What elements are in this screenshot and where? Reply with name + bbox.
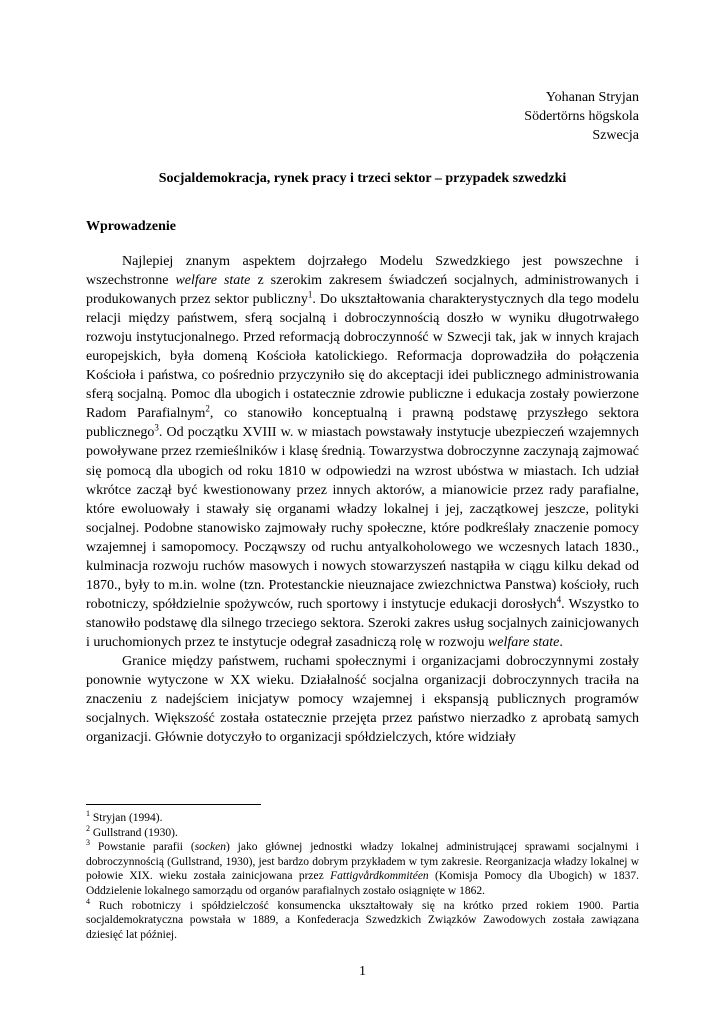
term-welfare-state: welfare state [175, 273, 251, 289]
term-welfare-state: welfare state [487, 634, 560, 650]
page-number: 1 [359, 964, 366, 979]
footnote-separator [86, 804, 261, 805]
document-title: Socjaldemokracja, rynek pracy i trzeci sektor – przypadek szwedzki [158, 171, 567, 186]
footnote-3: $^3$ Powstanie parafii (socken) jako głównej jednostki władzy lokalnej administrującej sprawami socjalnymi i dobroczynnością (Gullstrand, 1930), jest bardzo dobrym przykładem w tym zakresie. Reorganizacja władzy lokalnej w połowie XIX. wieku została zainicjowana przez Fattigvårdkommitéen (Komisja Pomocy dla Ubogich) w 1837. Oddzielenie lokalnego samorządu od organów parafialnych zostało osiągnięte w 1862. [86, 838, 640, 897]
body-text [86, 252, 639, 747]
footnotes [86, 811, 639, 942]
footnote-2: $^2$ Gullstrand (1930). [86, 823, 178, 839]
paragraph-2: Granice między państwem, ruchami społecznymi i organizacjami dobroczynnymi zostały ponownie wytyczone w XX wieku. Działalność socjalna organizacji dobroczynnych traciła na znaczeniu z nadejściem inicjatyw pomocy wzajemnej i ekspansją publicznych programów socjalnych. Większość została ostatecznie przejęta przez państwo nierzadko z aprobatą samych organizacji. Głównie dotyczyło to organizacji spółdzielczych, które widziały [86, 653, 639, 746]
footnote-ref-2[interactable]: 2 [205, 403, 210, 414]
footnote-ref-3[interactable]: 3 [154, 422, 159, 433]
author-institution: Södertörns högskola [524, 109, 639, 124]
footnote-4: $^4$ Ruch robotniczy i spółdzielczość konsumencka ukształtowały się na krótko przed rokiem 1900. Partia socjaldemokratyczna powstała w 1889, a Konfederacja Szwedzkich Związków Zawodowych została zawiązana dziesięć lat później. [86, 896, 639, 941]
footnote-1: $^1$ Stryjan (1994). [86, 809, 163, 824]
section-heading: Wprowadzenie [86, 219, 176, 234]
author-name: Yohanan Stryjan [545, 90, 639, 105]
author-country: Szwecja [592, 128, 639, 143]
footnote-ref-1[interactable]: 1 [307, 289, 313, 300]
author-block [524, 88, 639, 145]
footnote-ref-4[interactable]: 4 [556, 594, 562, 605]
paragraph-1: Najlepiej znanym aspektem dojrzałego Modelu Szwedzkiego jest powszechne i wszechstronne welfare state z szerokim zakresem świadczeń socjalnych, administrowanych i produkowanych przez sektor publiczny$^1$. Do ukształtowania charakterystycznych dla tego modelu relacji między państwem, sferą socjalną i dobroczynnością doszło w wyniku długotrwałego rozwoju instytucjonalnego. Przed reformacją dobroczynność w Szwecji tak, jak w innych krajach europejskich, była domeną Kościoła katolickiego. Reformacja doprowadziła do połączenia Kościoła i państwa, co pośrednio przyczyniło się do akceptacji idei publicznego administrowania sferą socjalną. Pomoc dla ubogich i ostatecznie zdrowie publiczne i edukacja zostały powierzone Radom Parafialnym$^2$, co stanowiło konceptualną i prawną podstawę przyszłego sektora publicznego$^3$. Od początku XVIII w. w miastach powstawały instytucje ubezpieczeń wzajemnych powoływane przez rzemieślników i klasę średnią. Towarzystwa dobroczynne zaczynają zajmować się pomocą dla ubogich od roku 1810 w odpowiedzi na wzrost ubóstwa w miastach. Ich udział wkrótce zaczął być kwestionowany przez innych aktorów, a mianowicie przez rady parafialne, które ewoluowały i stawały się organami władzy lokalnej i jej, zaczątkowej jeszcze, polityki socjalnej. Podobne stanowisko zajmowały ruchy społeczne, które podkreślały znaczenie pomocy wzajemnej i samopomocy. Począwszy od ruchu antyalkoholowego we wczesnych latach 1830., kulminacja rozwoju ruchów masowych i nowych stowarzyszeń nastąpiła w ciągu kilku dekad od 1870., były to m.in. wolne (tzn. Protestanckie nieuznajace zwiezchnictwa Panstwa) kościoły, ruch robotniczy, spółdzielnie spożywców, ruch sportowy i instytucje edukacji dorosłych$^4$. Wszystko to stanowiło podstawę dla silnego trzeciego sektora. Szeroki zakres usług socjalnych zainicjowanych i uruchomionych przez te instytucje odegrał zasadniczą rolę w rozwoju welfare state. [86, 254, 639, 650]
